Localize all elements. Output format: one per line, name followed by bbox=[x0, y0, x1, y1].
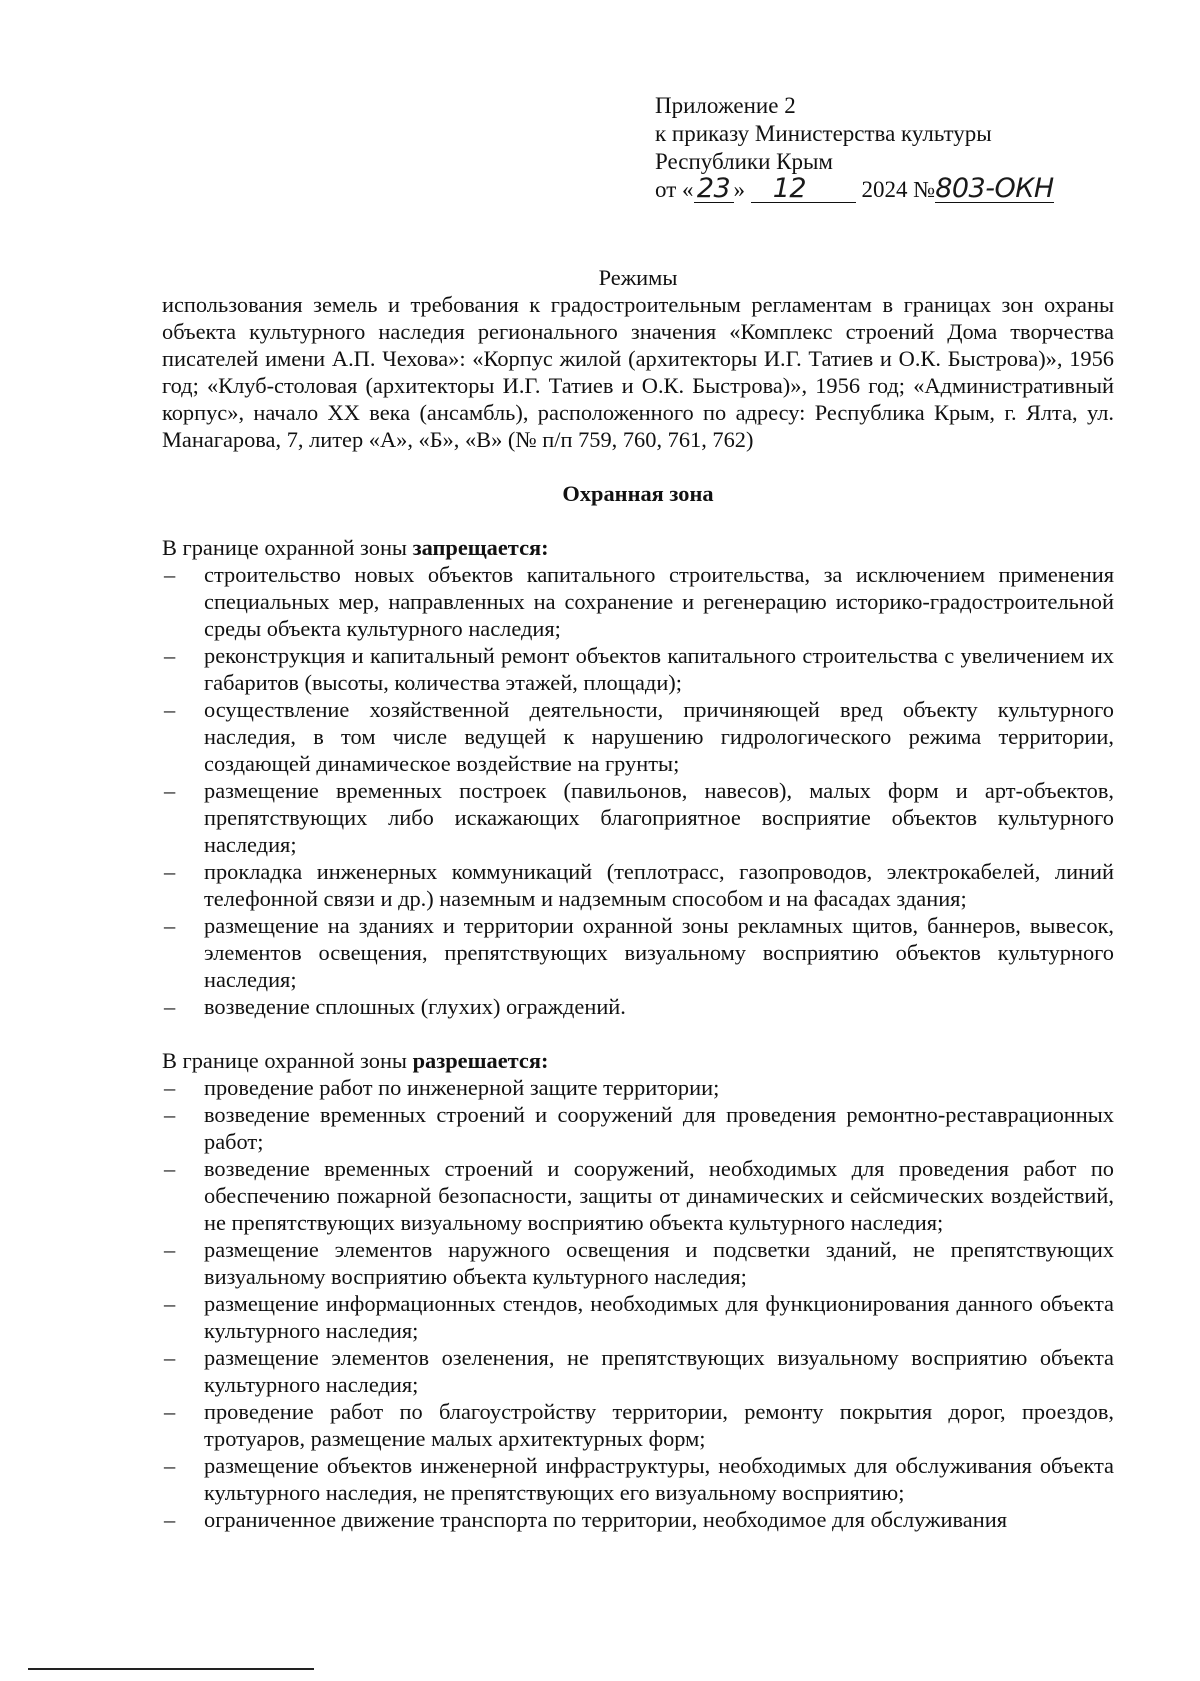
appendix-date-line bbox=[655, 173, 1125, 204]
list-item: – возведение сплошных (глухих) ограждений. bbox=[162, 993, 1114, 1020]
allowed-intro-bold: разрешается: bbox=[412, 1048, 549, 1073]
prohibited-intro-bold: запрещается: bbox=[412, 535, 549, 560]
allowed-intro-text: В границе охранной зоны bbox=[162, 1048, 413, 1073]
date-year: 2024 № bbox=[861, 177, 936, 202]
document-body bbox=[162, 264, 1114, 1533]
list-item: – строительство новых объектов капитального строительства, за исключением применения специальных мер, направленных на сохранение и регенерацию историко-градостроительной среды объекта культурного наследия; bbox=[162, 561, 1114, 642]
date-day-field bbox=[694, 173, 734, 204]
date-month-field bbox=[751, 173, 856, 204]
list-item: – размещение на зданиях и территории охранной зоны рекламных щитов, баннеров, вывесок, элементов освещения, препятствующих визуальному восприятию объектов культурного наследия; bbox=[162, 912, 1114, 993]
order-number-field bbox=[935, 173, 1054, 204]
date-month-handwritten: 12 bbox=[772, 173, 807, 204]
list-item: – возведение временных строений и сооружений для проведения ремонтно-реставрационных работ; bbox=[162, 1101, 1114, 1155]
date-day-handwritten: 23 bbox=[696, 173, 731, 204]
list-item: – реконструкция и капитальный ремонт объектов капитального строительства с увеличением их габаритов (высоты, количества этажей, площади); bbox=[162, 642, 1114, 696]
prohibited-intro bbox=[162, 534, 1114, 561]
footnote-rule bbox=[28, 1668, 314, 1670]
appendix-republic: Республики Крым bbox=[655, 149, 833, 174]
allowed-list bbox=[162, 1074, 1114, 1533]
allowed-intro bbox=[162, 1047, 1114, 1074]
appendix-header bbox=[655, 92, 1125, 204]
list-item: – размещение информационных стендов, необходимых для функционирования данного объекта культурного наследия; bbox=[162, 1290, 1114, 1344]
list-item: – размещение элементов озеленения, не препятствующих визуальному восприятию объекта культурного наследия; bbox=[162, 1344, 1114, 1398]
list-item: – проведение работ по благоустройству территории, ремонту покрытия дорог, проездов, тротуаров, размещение малых архитектурных форм; bbox=[162, 1398, 1114, 1452]
prohibited-intro-text: В границе охранной зоны bbox=[162, 535, 413, 560]
date-mid: » bbox=[733, 177, 745, 202]
list-item: – прокладка инженерных коммуникаций (теплотрасс, газопроводов, электрокабелей, линий телефонной связи и др.) наземным и надземным способом и на фасадах здания; bbox=[162, 858, 1114, 912]
appendix-number: Приложение 2 bbox=[655, 93, 796, 118]
list-item: – размещение объектов инженерной инфраструктуры, необходимых для обслуживания объекта культурного наследия, не препятствующих его визуальному восприятию; bbox=[162, 1452, 1114, 1506]
list-item: – возведение временных строений и сооружений, необходимых для проведения работ по обеспечению пожарной безопасности, защиты от динамических и сейсмических воздействий, не препятствующих визуальному восприятию объекта культурного наследия; bbox=[162, 1155, 1114, 1236]
list-item: – ограниченное движение транспорта по территории, необходимое для обслуживания bbox=[162, 1506, 1114, 1533]
appendix-order-ref: к приказу Министерства культуры bbox=[655, 121, 992, 146]
section-title-protection-zone: Охранная зона bbox=[562, 481, 714, 506]
list-item: – размещение временных построек (павильонов, навесов), малых форм и арт-объектов, препятствующих либо искажающих благоприятное восприятие объектов культурного наследия; bbox=[162, 777, 1114, 858]
spacer bbox=[162, 1020, 1114, 1047]
date-prefix: от « bbox=[655, 177, 694, 202]
list-item: – размещение элементов наружного освещения и подсветки зданий, не препятствующих визуальному восприятию объекта культурного наследия; bbox=[162, 1236, 1114, 1290]
prohibited-list bbox=[162, 561, 1114, 1020]
list-item: – проведение работ по инженерной защите территории; bbox=[162, 1074, 1114, 1101]
document-title: Режимы bbox=[598, 265, 678, 290]
order-number-handwritten: 803-ОКН bbox=[935, 173, 1054, 204]
document-subtitle: использования земель и требования к градостроительным регламентам в границах зон охраны объекта культурного наследия регионального значения «Комплекс строений Дома творчества писателей имени А.П. Чехова»: «Корпус жилой (архитекторы И.Г. Татиев и О.К. Быстрова)», 1956 год; «Клуб-столовая (архитекторы И.Г. Татиев и О.К. Быстрова)», 1956 год; «Административный корпус», начало XX века (ансамбль), расположенного по адресу: Республика Крым, г. Ялта, ул. Манагарова, 7, литер «А», «Б», «В» (№ п/п 759, 760, 761, 762) bbox=[162, 292, 1114, 452]
list-item: – осуществление хозяйственной деятельности, причиняющей вред объекту культурного наследия, в том числе ведущей к нарушению гидрологического режима территории, создающей динамическое воздействие на грунты; bbox=[162, 696, 1114, 777]
